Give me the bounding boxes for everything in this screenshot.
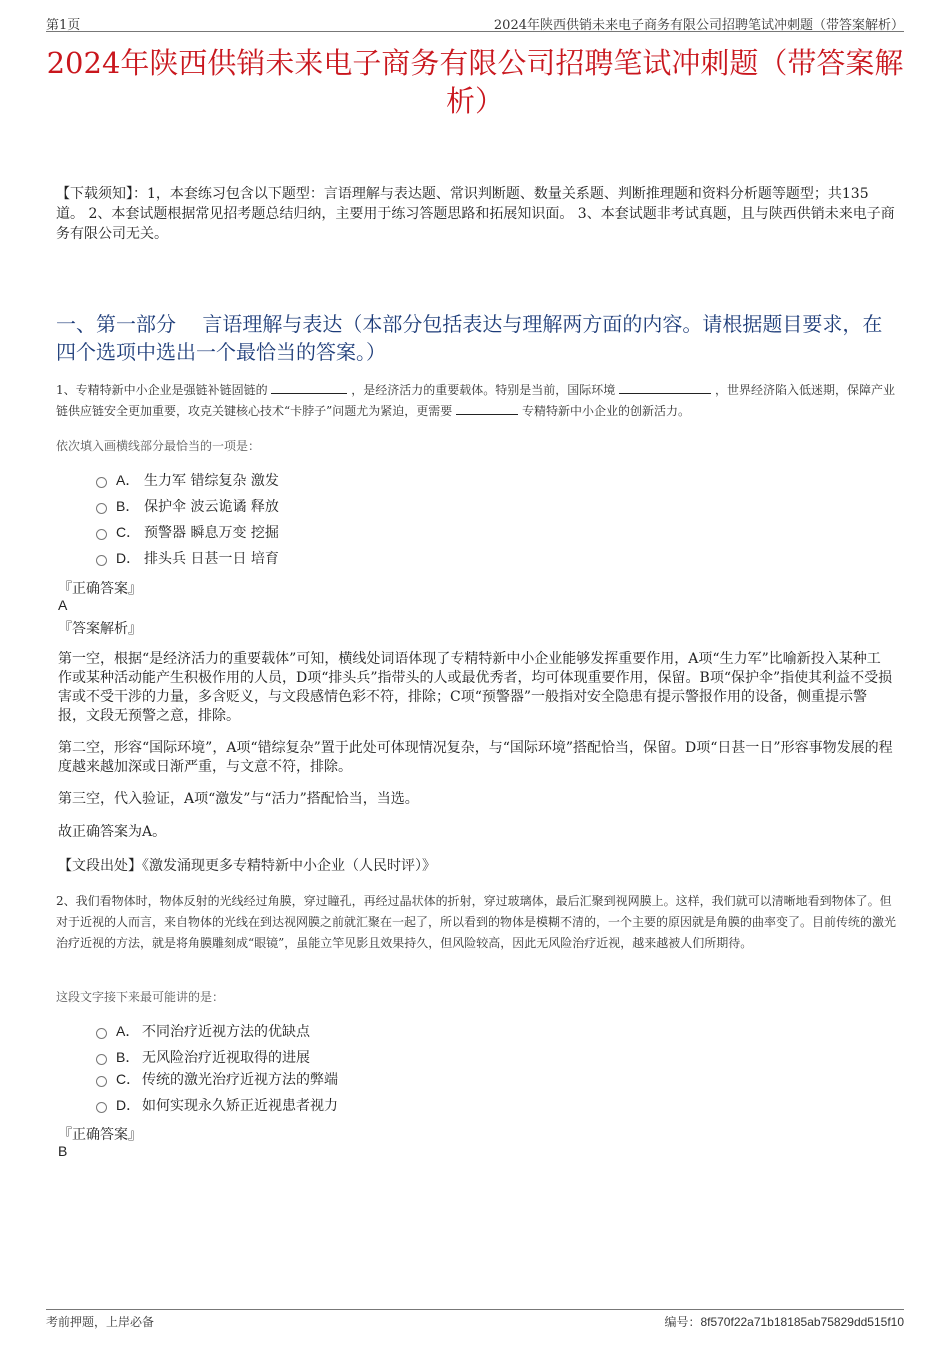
option-text: 生力军 错综复杂 激发: [144, 473, 279, 489]
answer-label: 『正确答案』: [58, 1127, 142, 1143]
question-2-option-a[interactable]: [96, 1021, 310, 1041]
radio-icon[interactable]: [96, 1102, 107, 1113]
download-notice: 【下载须知】：1，本套练习包含以下题型：言语理解与表达题、常识判断题、数量关系题、判断推理题和资料分析题等题型；共135道。 2、本套试题根据常见招考题总结归纳，主要用于练习答题思路和拓展知识面。 3、本套试题非考试真题，且与陕西供销未来电子商务有限公司无关。: [56, 186, 895, 242]
question-2-option-b[interactable]: [96, 1047, 310, 1067]
question-2-prompt: 这段文字接下来最可能讲的是：: [56, 990, 225, 1004]
option-text: 传统的激光治疗近视方法的弊端: [142, 1072, 338, 1088]
option-text: 无风险治疗近视取得的进展: [142, 1050, 310, 1066]
section-title: 一、第一部分 言语理解与表达（本部分包括表达与理解两方面的内容。请根据题目要求，在四个选项中选出一个最恰当的答案。）: [56, 312, 883, 364]
option-text: 如何实现永久矫正近视患者视力: [142, 1098, 338, 1114]
header-doc-title: 2024年陕西供销未来电子商务有限公司招聘笔试冲刺题（带答案解析）: [493, 18, 904, 33]
option-text: 不同治疗近视方法的优缺点: [142, 1024, 310, 1040]
question-1-text: [56, 380, 896, 422]
source-citation: 【文段出处】《激发涌现更多专精特新中小企业（人民时评）》: [58, 858, 436, 874]
blank-2: [619, 380, 711, 394]
radio-icon[interactable]: [96, 529, 107, 540]
question-1-seg3: ，世界经济陷入低迷期，保障产业链供应链安全更加重要，攻克关键核心技术“卡脖子”问题尤为紧迫，更需要: [56, 383, 895, 418]
question-1-seg1: 1、专精特新中小企业是强链补链固链的: [56, 383, 268, 397]
question-1-option-c[interactable]: [96, 522, 279, 542]
radio-icon[interactable]: [96, 1054, 107, 1065]
analysis-paragraph: 故正确答案为A。: [58, 824, 167, 840]
footer-code-value: 8f570f22a71b18185ab75829dd515f10: [700, 1315, 904, 1329]
footer-code-label: 编号：: [664, 1315, 701, 1329]
option-text: 预警器 瞬息万变 挖掘: [144, 525, 279, 541]
option-letter: D．: [116, 1097, 141, 1113]
option-letter: D．: [116, 550, 141, 566]
question-2-option-c[interactable]: [96, 1069, 338, 1089]
page-title: 2024年陕西供销未来电子商务有限公司招聘笔试冲刺题（带答案解析）: [46, 46, 904, 118]
option-letter: C．: [116, 524, 141, 540]
question-1-option-d[interactable]: [96, 548, 279, 568]
footer-divider: [46, 1309, 904, 1310]
radio-icon[interactable]: [96, 477, 107, 488]
analysis-paragraph: 第二空，形容“国际环境”，A项“错综复杂”置于此处可体现情况复杂，与“国际环境”搭配恰当，保留。D项“日甚一日”形容事物发展的程度越来越加深或日渐严重，与文意不符，排除。: [58, 740, 893, 775]
question-2-option-d[interactable]: [96, 1095, 338, 1115]
analysis-paragraph: 第三空，代入验证，A项“激发”与“活力”搭配恰当，当选。: [58, 791, 419, 807]
question-1-prompt: 依次填入画横线部分最恰当的一项是：: [56, 439, 261, 453]
option-letter: C．: [116, 1071, 141, 1087]
question-1-seg2: ，是经济活力的重要载体。特别是当前，国际环境: [351, 383, 616, 397]
option-letter: B．: [116, 1049, 140, 1065]
header-divider: [46, 31, 904, 32]
question-1-option-b[interactable]: [96, 496, 279, 516]
option-letter: B．: [116, 498, 140, 514]
option-letter: A．: [116, 1023, 140, 1039]
option-letter: A．: [116, 472, 140, 488]
answer-label: 『正确答案』: [58, 581, 142, 597]
question-1-seg4: 专精特新中小企业的创新活力。: [521, 404, 690, 418]
option-text: 排头兵 日甚一日 培育: [144, 551, 279, 567]
footer-slogan: 考前押题，上岸必备: [46, 1315, 155, 1329]
footer-code: [664, 1313, 904, 1330]
blank-3: [456, 401, 518, 415]
answer-value: A: [58, 597, 68, 613]
radio-icon[interactable]: [96, 1076, 107, 1087]
answer-value: B: [58, 1143, 68, 1159]
radio-icon[interactable]: [96, 1028, 107, 1039]
analysis-label: 『答案解析』: [58, 621, 142, 637]
blank-1: [271, 380, 347, 394]
radio-icon[interactable]: [96, 503, 107, 514]
page-number: 第1页: [46, 18, 81, 33]
option-text: 保护伞 波云诡谲 释放: [144, 499, 279, 515]
question-1-option-a[interactable]: [96, 470, 279, 490]
radio-icon[interactable]: [96, 555, 107, 566]
question-2-text: 2、我们看物体时，物体反射的光线经过角膜，穿过瞳孔，再经过晶状体的折射，穿过玻璃体，最后汇聚到视网膜上。这样，我们就可以清晰地看到物体了。但对于近视的人而言，来自物体的光线在到达视网膜之前就汇聚在一起了，所以看到的物体是模糊不清的，一个主要的原因就是角膜的曲率变了。目前传统的激光治疗近视的方法，就是将角膜雕刻成“眼镜”，虽能立竿见影且效果持久，但风险较高，因此无风险治疗近视，越来越被人们所期待。: [56, 894, 897, 950]
analysis-paragraph: 第一空，根据“是经济活力的重要载体”可知，横线处词语体现了专精特新中小企业能够发挥重要作用，A项“生力军”比喻新投入某种工作或某种活动能产生积极作用的人员，D项“排头兵”指带头的人或最优秀者，均可体现重要作用，保留。B项“保护伞”指使其利益不受损害或不受干涉的力量，多含贬义，与文段感情色彩不符，排除；C项“预警器”一般指对安全隐患有提示警报作用的设备，侧重提示警报，文段无预警之意，排除。: [58, 651, 893, 724]
